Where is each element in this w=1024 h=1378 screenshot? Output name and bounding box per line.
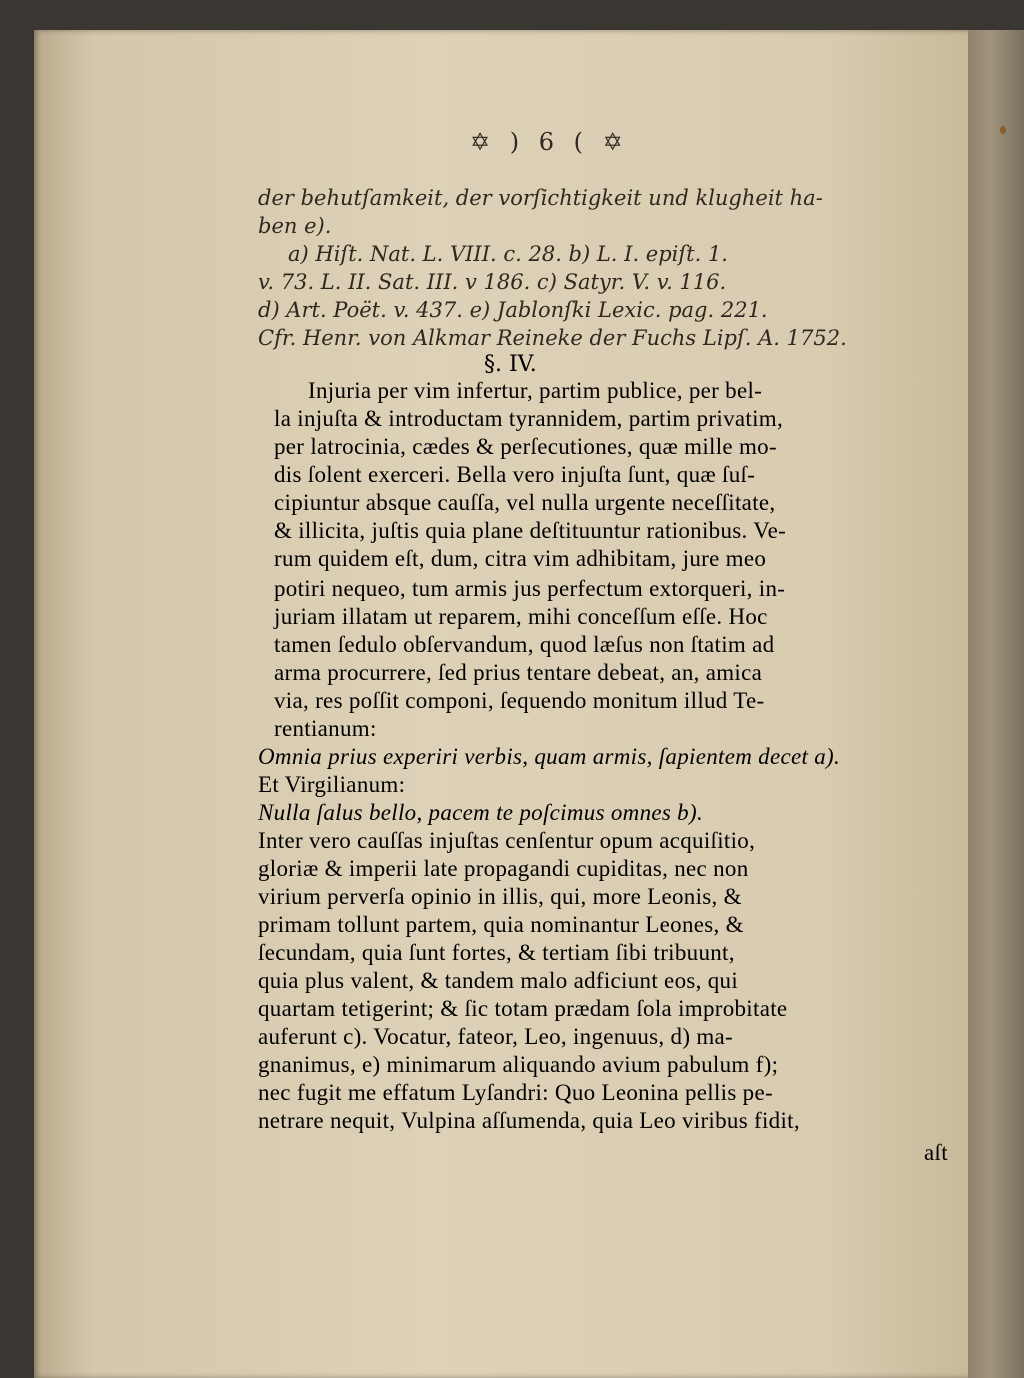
text-line: cipiuntur absque cauſſa, vel nulla urgente neceſſitate, — [274, 490, 776, 515]
catchword: aſt — [924, 1140, 948, 1165]
text-line: arma procurrere, ſed prius tentare debeat, an, amica — [274, 660, 763, 685]
text-line: ben e). — [258, 214, 332, 238]
text-line: quia plus valent, & tandem malo adficiunt eos, qui — [258, 968, 739, 993]
text-line: Inter vero cauſſas injuſtas cenſentur opum acquiſitio, — [258, 828, 756, 853]
text-line: gnanimus, e) minimarum aliquando avium pabulum f); — [258, 1052, 779, 1077]
text-line: quartam tetigerint; & ſic totam prædam ſola improbitate — [258, 996, 788, 1021]
text-line: juriam illatam ut reparem, mihi conceſſum eſſe. Hoc — [274, 604, 768, 629]
quotation-line: Omnia prius experiri verbis, quam armis, ſapientem decet a). — [258, 744, 841, 769]
text-line: netrare nequit, Vulpina aſſumenda, quia Leo viribus fidit, — [258, 1108, 800, 1133]
text-line: rum quidem eſt, dum, citra vim adhibitam, jure meo — [274, 546, 767, 571]
text-line: gloriæ & imperii late propagandi cupiditas, nec non — [258, 856, 749, 881]
text-line: la injuſta & introductam tyrannidem, partim privatim, — [274, 406, 784, 431]
text-line: primam tollunt partem, quia nominantur Leones, & — [258, 912, 744, 937]
text-line: via, res poſſit componi, ſequendo monitum illud Te- — [274, 688, 765, 713]
page-gutter — [968, 30, 1024, 1378]
text-line: & illicita, juſtis quia plane deſtituuntur rationibus. Ve- — [274, 518, 787, 543]
text-line: auferunt c). Vocatur, fateor, Leo, ingenuus, d) ma- — [258, 1024, 733, 1049]
text-line: virium perverſa opinio in illis, qui, more Leonis, & — [258, 884, 742, 909]
text-line: der behutſamkeit, der vorſichtigkeit und klugheit ha- — [258, 186, 823, 210]
footnote-line: d) Art. Poët. v. 437. e) Jablonſki Lexic. pag. 221. — [258, 298, 768, 322]
ink-spot — [1000, 126, 1006, 134]
footnote-line: Cfr. Henr. von Alkmar Reineke der Fuchs Lipſ. A. 1752. — [258, 326, 847, 350]
text-line: rentianum: — [274, 716, 377, 741]
page-header: ✡ ) 6 ( ✡ — [470, 128, 629, 156]
text-line: Injuria per vim infertur, partim publice, per bel- — [308, 378, 763, 403]
footnote-line: a) Hiſt. Nat. L. VIII. c. 28. b) L. I. epiſt. 1. — [288, 242, 728, 266]
text-line: Et Virgilianum: — [258, 772, 406, 797]
section-heading: §. IV. — [484, 352, 537, 377]
text-line: ſecundam, quia ſunt fortes, & tertiam ſibi tribuunt, — [258, 940, 735, 965]
text-line: potiri nequeo, tum armis jus perfectum extorqueri, in- — [274, 576, 786, 601]
footnote-line: v. 73. L. II. Sat. III. v 186. c) Satyr. V. v. 116. — [258, 270, 727, 294]
quotation-line: Nulla ſalus bello, pacem te poſcimus omnes b). — [258, 800, 703, 825]
text-line: nec fugit me effatum Lyſandri: Quo Leonina pellis pe- — [258, 1080, 773, 1105]
text-line: per latrocinia, cædes & perſecutiones, quæ mille mo- — [274, 434, 777, 459]
text-line: tamen ſedulo obſervandum, quod læſus non ſtatim ad — [274, 632, 775, 657]
text-line: dis ſolent exerceri. Bella vero injuſta ſunt, quæ ſuſ- — [274, 462, 756, 487]
